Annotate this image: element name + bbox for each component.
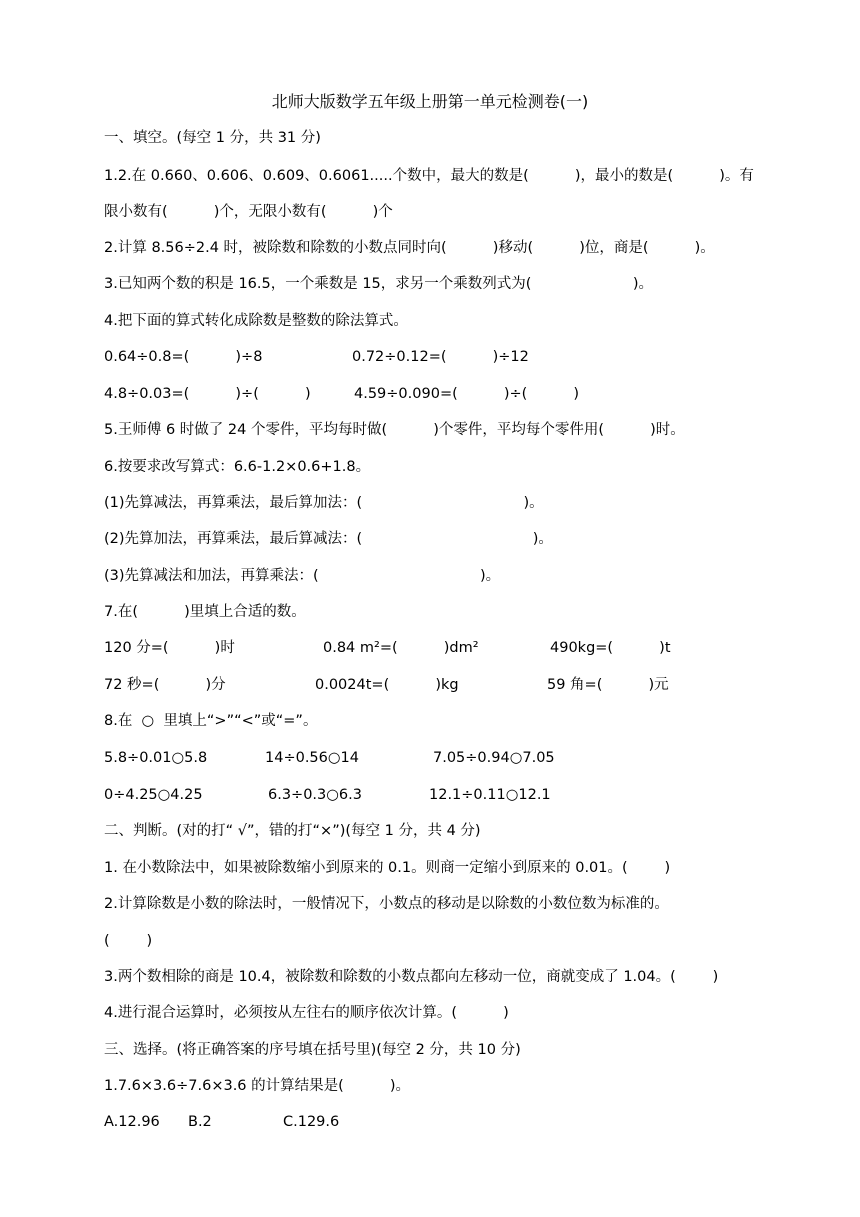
question-6-part-1: (1)先算减法，再算乘法，最后算加法：( )。	[104, 495, 544, 511]
judgement-3: 3.两个数相除的商是 10.4，被除数和除数的小数点都向左移动一位，商就变成了 1.04。( )	[104, 969, 719, 985]
question-1-line-1: 1.2.在 0.660、0.606、0.609、0.6061.....个数中，最大的数是( )，最小的数是( )。有	[104, 168, 754, 184]
choice-option-c: C.129.6	[283, 1114, 340, 1130]
question-7: 7.在( )里填上合适的数。	[104, 604, 306, 620]
q7-item: 490kg=( )t	[550, 640, 671, 656]
q7-item: 120 分=( )时	[104, 640, 235, 656]
choice-option-b: B.2	[188, 1114, 212, 1130]
q8-item: 14÷0.56○14	[265, 750, 359, 766]
question-3: 3.已知两个数的积是 16.5，一个乘数是 15，求另一个乘数列式为( )。	[104, 276, 654, 292]
section2-heading: 二、判断。(对的打“ √”，错的打“×”)(每空 1 分，共 4 分)	[104, 823, 481, 839]
judgement-4: 4.进行混合运算时，必须按从左往右的顺序依次计算。( )	[104, 1005, 509, 1021]
choice-1: 1.7.6×3.6÷7.6×3.6 的计算结果是( )。	[104, 1078, 411, 1094]
judgement-2-line-2: ( )	[104, 933, 153, 949]
q7-item: 72 秒=( )分	[104, 677, 226, 693]
question-5: 5.王师傅 6 时做了 24 个零件，平均每时做( )个零件，平均每个零件用( )时。	[104, 422, 685, 438]
question-1-line-2: 限小数有( )个，无限小数有( )个	[104, 204, 393, 220]
question-6-part-3: (3)先算减法和加法，再算乘法：( )。	[104, 568, 501, 584]
page-title: 北师大版数学五年级上册第一单元检测卷(一)	[271, 92, 589, 111]
q4-item: 4.8÷0.03=( )÷( )	[104, 386, 311, 402]
q8-item: 0÷4.25○4.25	[104, 787, 203, 803]
q8-item: 5.8÷0.01○5.8	[104, 750, 208, 766]
section1-heading: 一、填空。(每空 1 分，共 31 分)	[104, 130, 321, 146]
judgement-1: 1. 在小数除法中，如果被除数缩小到原来的 0.1。则商一定缩小到原来的 0.01。( )	[104, 860, 671, 876]
q7-item: 59 角=( )元	[547, 677, 669, 693]
question-6-part-2: (2)先算加法，再算乘法，最后算减法：( )。	[104, 531, 553, 547]
q4-item: 0.64÷0.8=( )÷8	[104, 349, 263, 365]
question-2: 2.计算 8.56÷2.4 时，被除数和除数的小数点同时向( )移动( )位，商是( )。	[104, 240, 715, 256]
q7-item: 0.0024t=( )kg	[315, 677, 459, 693]
q8-item: 12.1÷0.11○12.1	[429, 787, 551, 803]
q8-item: 7.05÷0.94○7.05	[433, 750, 555, 766]
q7-item: 0.84 m²=( )dm²	[323, 640, 479, 656]
question-6: 6.按要求改写算式：6.6-1.2×0.6+1.8。	[104, 459, 371, 475]
judgement-2-line-1: 2.计算除数是小数的除法时，一般情况下，小数点的移动是以除数的小数位数为标准的。	[104, 896, 669, 912]
question-8: 8.在 ○ 里填上“>”“<”或“=”。	[104, 713, 318, 729]
question-4: 4.把下面的算式转化成除数是整数的除法算式。	[104, 313, 408, 329]
q4-item: 4.59÷0.090=( )÷( )	[354, 386, 580, 402]
q8-item: 6.3÷0.3○6.3	[268, 787, 362, 803]
choice-option-a: A.12.96	[104, 1114, 160, 1130]
q4-item: 0.72÷0.12=( )÷12	[352, 349, 529, 365]
section3-heading: 三、选择。(将正确答案的序号填在括号里)(每空 2 分，共 10 分)	[104, 1042, 521, 1058]
